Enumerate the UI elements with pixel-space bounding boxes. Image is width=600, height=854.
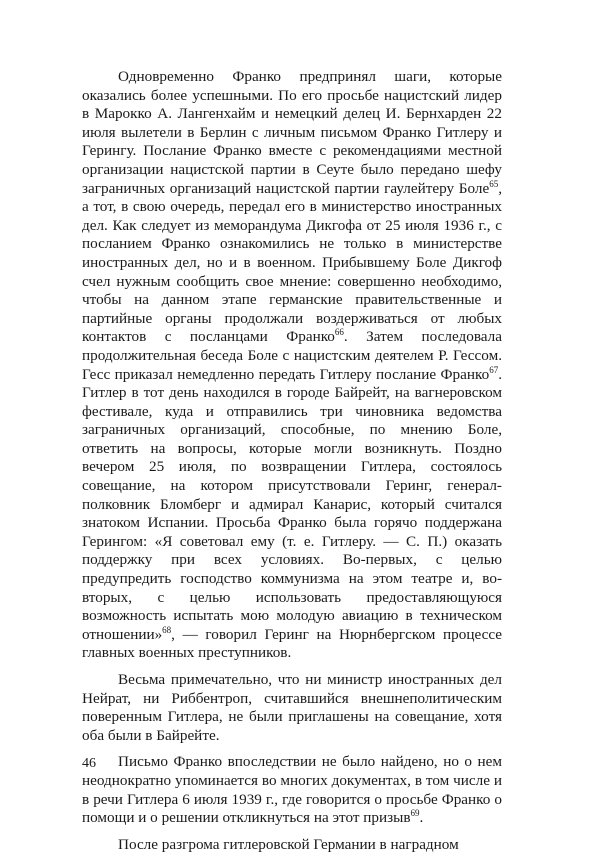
paragraph-3 [82, 753, 502, 827]
paragraph-3-text-1: Письмо Франко впоследствии не было найдено, но о нем неоднократно упоминается во многих документах, в том числе и в речи Гитлера 6 июля 1939 г., где говорится о просьбе Франко о помощи и о решении откликнуться на этот призыв [82, 753, 502, 827]
paragraph-4 [82, 836, 502, 854]
paragraph-1-text-1: Одновременно Франко предпринял шаги, которые оказались более успешными. По его просьбе нацистский лидер в Марокко А. Лангенхайм и немецкий делец И. Бернхарден 22 июля вылетели в Берлин с личным письмом Франко Гитлеру и Герингу. Послание Франко вместе с рекомендациями местной организации нацистской партии в Сеуте было передано шефу заграничных организаций нацистской партии гаулейтеру Боле [82, 68, 502, 197]
paragraph-1-text-5: , — говорил Геринг на Нюрнбергском процессе главных военных преступников. [82, 625, 502, 662]
paragraph-4-text-1: После разгрома гитлеровской Германии в наградном [118, 835, 459, 853]
paragraph-1-text-3: . Затем последовала продолжительная беседа Боле с нацистским деятелем Р. Гессом. Гесс приказал немедленно передать Гитлеру послание Франко [82, 328, 502, 383]
paragraph-2-text-1: Весьма примечательно, что ни министр иностранных дел Нейрат, ни Риббентроп, считавшийся внешнеполитическим поверенным Гитлера, не были приглашены на совещание, хотя оба были в Байрейте. [82, 671, 502, 744]
paragraph-1 [82, 68, 502, 663]
footnote-ref-67: 67 [489, 364, 499, 375]
paragraph-2 [82, 671, 502, 745]
footnote-ref-66: 66 [334, 327, 344, 338]
page-number: 46 [82, 756, 96, 771]
paragraph-3-text-2: . [419, 809, 424, 827]
footnote-ref-65: 65 [489, 178, 499, 189]
paragraph-1-text-4: . Гитлер в тот день находился в городе Байрейт, на вагнеровском фестивале, куда и отправились три чиновника ведомства заграничных организаций, способные, по мнению Боле, ответить на вопросы, которые могли возникнуть. Поздно вечером 25 июля, по возвращении Гитлера, состоялось совещание, на котором присутствовали Геринг, генерал-полковник Бломберг и адмирал Канарис, который считался знатоком Испании. Просьба Франко была горячо поддержана Герингом: «Я советовал ему (т. е. Гитлеру. — С. П.) оказать поддержку при всех условиях. Во-первых, с целью предупредить господство коммунизма на этом театре и, во-вторых, с целью использовать предоставляющуюся возможность испытать мою молодую авиацию в техническом отношении» [82, 365, 502, 643]
paragraph-1-text-2: , а тот, в свою очередь, передал его в министерство иностранных дел. Как следует из меморандума Дикгофа от 25 июля 1936 г., с посланием Франко ознакомились не только в министерстве иностранных дел, но и в военном. Прибывшему Боле Дикгоф счел нужным сообщить свое мнение: совершенно необходимо, чтобы на данном этапе германские правительственные и партийные органы продолжали воздерживаться от любых контактов с посланцами Франко [82, 179, 502, 346]
footnote-ref-69: 69 [410, 808, 420, 819]
footnote-ref-68: 68 [162, 624, 172, 635]
page-body [82, 68, 502, 854]
